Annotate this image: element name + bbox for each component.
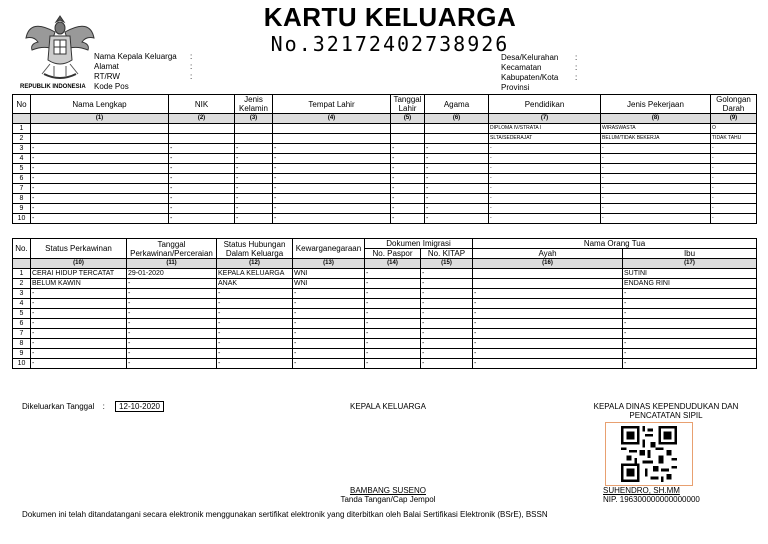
table-cell: - — [391, 194, 425, 204]
table-cell: - — [31, 194, 169, 204]
table-cell: - — [293, 309, 365, 319]
issued-date-block — [22, 402, 164, 411]
col-number: (17) — [623, 259, 757, 269]
table-cell: - — [293, 339, 365, 349]
issued-sep: : — [102, 402, 105, 411]
row-number: 7 — [13, 329, 31, 339]
table-cell: - — [473, 289, 623, 299]
col-header: No — [13, 95, 31, 114]
table-row — [13, 289, 757, 299]
field-alamat: Alamat : — [94, 62, 193, 71]
table-cell: - — [31, 164, 169, 174]
col-header: No. Paspor — [365, 249, 421, 259]
table-cell: - — [623, 299, 757, 309]
table-cell: - — [127, 299, 217, 309]
table-cell: - — [31, 174, 169, 184]
table-cell: - — [489, 204, 601, 214]
table-cell: - — [217, 319, 293, 329]
col-header: Tanggal Perkawinan/Perceraian — [127, 239, 217, 259]
table-cell: - — [273, 184, 391, 194]
table-cell: - — [169, 204, 235, 214]
table-cell: - — [235, 164, 273, 174]
table-cell: - — [217, 309, 293, 319]
col-header: Ibu — [623, 249, 757, 259]
table-cell: - — [31, 349, 127, 359]
table-cell: - — [235, 184, 273, 194]
table-row — [13, 204, 757, 214]
col-header: Status Hubungan Dalam Keluarga — [217, 239, 293, 259]
field-kode-pos: Kode Pos — [94, 82, 129, 91]
table-cell: - — [711, 164, 757, 174]
table-cell: - — [489, 154, 601, 164]
table-cell: - — [31, 184, 169, 194]
table-cell — [473, 269, 623, 279]
table-cell: - — [601, 154, 711, 164]
table-cell: - — [421, 349, 473, 359]
table-cell: - — [711, 214, 757, 224]
table-row — [13, 174, 757, 184]
col-number: (12) — [217, 259, 293, 269]
col-number: (14) — [365, 259, 421, 269]
table-cell: - — [31, 329, 127, 339]
table-cell: - — [293, 359, 365, 369]
table-row — [13, 299, 757, 309]
table-row — [13, 309, 757, 319]
table-cell: - — [425, 204, 489, 214]
table-cell — [31, 134, 169, 144]
table-cell: - — [293, 299, 365, 309]
table-cell: BELUM/TIDAK BEKERJA — [601, 134, 711, 144]
table-cell: - — [473, 319, 623, 329]
table-cell: - — [31, 144, 169, 154]
table-cell: - — [623, 309, 757, 319]
table-cell: - — [293, 319, 365, 329]
col-number: (10) — [31, 259, 127, 269]
table-row — [13, 164, 757, 174]
qr-code-box — [605, 422, 693, 486]
table-cell: - — [31, 309, 127, 319]
table-cell: - — [235, 154, 273, 164]
table-cell: - — [601, 214, 711, 224]
col-number: (4) — [273, 114, 391, 124]
row-number: 9 — [13, 349, 31, 359]
col-number: (13) — [293, 259, 365, 269]
table-cell: - — [31, 204, 169, 214]
col-number: (7) — [489, 114, 601, 124]
table-cell: - — [391, 154, 425, 164]
issued-label: Dikeluarkan Tanggal — [22, 402, 95, 411]
table-cell: - — [489, 164, 601, 174]
col-header: No. KITAP — [421, 249, 473, 259]
table-cell: - — [425, 194, 489, 204]
col-header: Kewarganegaraan — [293, 239, 365, 259]
table-cell — [169, 134, 235, 144]
table-row — [13, 269, 757, 279]
table-cell: - — [601, 164, 711, 174]
table-cell: - — [421, 329, 473, 339]
family-status-table — [12, 238, 757, 369]
row-number: 9 — [13, 204, 31, 214]
table-cell: - — [425, 164, 489, 174]
table-cell: - — [273, 204, 391, 214]
col-number — [13, 114, 31, 124]
table-cell: - — [623, 349, 757, 359]
table-cell: - — [235, 194, 273, 204]
table-cell: - — [425, 214, 489, 224]
row-number: 6 — [13, 174, 31, 184]
table-cell: - — [31, 214, 169, 224]
table-cell: - — [473, 349, 623, 359]
col-header: Nama Lengkap — [31, 95, 169, 114]
table1-column-numbers — [13, 114, 757, 124]
table-cell — [31, 124, 169, 134]
col-header: No. — [13, 239, 31, 259]
official-name: SUHENDRO, SH.MM — [603, 486, 680, 495]
emblem-caption: REPUBLIK INDONESIA — [20, 84, 86, 90]
table-cell: - — [421, 309, 473, 319]
table-cell: TIDAK TAHU — [711, 134, 757, 144]
table-cell: - — [127, 349, 217, 359]
table-cell: SLTA/SEDERAJAT — [489, 134, 601, 144]
table-cell: - — [235, 174, 273, 184]
table-row — [13, 339, 757, 349]
field-kepala-keluarga: Nama Kepala Keluarga : — [94, 52, 193, 61]
table-cell: - — [601, 184, 711, 194]
row-number: 5 — [13, 309, 31, 319]
disclaimer: Dokumen ini telah ditandatangani secara elektronik menggunakan sertifikat elektronik yang diterbitkan oleh Balai Sertifikasi Elektronik (BSrE), BSSN — [22, 510, 548, 519]
col-header: Status Perkawinan — [31, 239, 127, 259]
document-number: No.3217240273892​6 — [270, 32, 510, 56]
row-number: 3 — [13, 289, 31, 299]
table-cell: - — [273, 174, 391, 184]
table-row — [13, 329, 757, 339]
table-cell: - — [623, 289, 757, 299]
table-cell: - — [273, 214, 391, 224]
col-number: (8) — [601, 114, 711, 124]
table-cell: - — [273, 194, 391, 204]
table-cell: - — [127, 319, 217, 329]
table-cell — [273, 124, 391, 134]
table-cell: - — [293, 329, 365, 339]
table-cell: - — [293, 289, 365, 299]
table-cell: - — [473, 299, 623, 309]
table-cell: - — [489, 144, 601, 154]
table-cell: - — [391, 144, 425, 154]
table-cell: - — [169, 184, 235, 194]
table-cell: - — [711, 204, 757, 214]
table-cell: - — [169, 174, 235, 184]
table-cell: - — [489, 184, 601, 194]
table-cell: BELUM KAWIN — [31, 279, 127, 289]
col-number: (9) — [711, 114, 757, 124]
table-cell: - — [127, 339, 217, 349]
row-number: 1 — [13, 124, 31, 134]
row-number: 2 — [13, 279, 31, 289]
table-cell: - — [127, 279, 217, 289]
table-cell: - — [31, 319, 127, 329]
table-cell: WIRASWASTA — [601, 124, 711, 134]
table-cell: - — [169, 214, 235, 224]
table-cell — [235, 134, 273, 144]
table-cell — [473, 279, 623, 289]
head-name: BAMBANG SUSENO — [349, 486, 426, 495]
table-cell: - — [425, 174, 489, 184]
row-number: 8 — [13, 339, 31, 349]
table-cell — [391, 124, 425, 134]
qr-code-icon — [621, 426, 677, 482]
table-cell — [425, 124, 489, 134]
table-cell: KEPALA KELUARGA — [217, 269, 293, 279]
table-row — [13, 134, 757, 144]
table-cell: - — [711, 174, 757, 184]
row-number: 2 — [13, 134, 31, 144]
table-cell: - — [169, 154, 235, 164]
table-cell: WNI — [293, 269, 365, 279]
table-row — [13, 349, 757, 359]
table-cell: DIPLOMA IV/STRATA I — [489, 124, 601, 134]
table-cell — [425, 134, 489, 144]
header-right-fields — [501, 53, 577, 93]
table2-header-row-1 — [13, 239, 757, 249]
table-cell: - — [31, 289, 127, 299]
table-cell: - — [217, 289, 293, 299]
field-rt-rw: RT/RW : — [94, 72, 193, 81]
table-cell: - — [169, 144, 235, 154]
row-number: 8 — [13, 194, 31, 204]
col-header: Tanggal Lahir — [391, 95, 425, 114]
table-cell — [273, 134, 391, 144]
field-kecamatan: Kecamatan : — [501, 63, 578, 72]
table-cell: - — [425, 144, 489, 154]
table-cell: - — [421, 339, 473, 349]
table-cell: - — [217, 349, 293, 359]
table-cell: - — [421, 279, 473, 289]
table-cell: - — [601, 204, 711, 214]
col-number — [13, 259, 31, 269]
document-title: KARTU KELUARGA — [263, 2, 517, 32]
table-row — [13, 214, 757, 224]
row-number: 1 — [13, 269, 31, 279]
table-row — [13, 124, 757, 134]
table-cell: - — [421, 289, 473, 299]
table-cell: - — [391, 174, 425, 184]
table-cell: - — [31, 299, 127, 309]
col-header: Agama — [425, 95, 489, 114]
col-number: (15) — [421, 259, 473, 269]
table-cell: ANAK — [217, 279, 293, 289]
table-cell: - — [365, 359, 421, 369]
table-row — [13, 319, 757, 329]
table-cell: - — [425, 154, 489, 164]
table-cell: - — [365, 339, 421, 349]
field-desa: Desa/Kelurahan : — [501, 53, 578, 62]
table-cell: - — [421, 269, 473, 279]
table-cell: - — [489, 174, 601, 184]
table-cell: - — [391, 184, 425, 194]
col-header: Dokumen Imigrasi — [365, 239, 473, 249]
garuda-emblem-icon — [20, 8, 100, 88]
table-cell: O — [711, 124, 757, 134]
col-header: Jenis Pekerjaan — [601, 95, 711, 114]
field-kabupaten: Kabupaten/Kota : — [501, 73, 578, 82]
table-cell: - — [31, 154, 169, 164]
header-left-fields — [94, 52, 192, 92]
table-cell: - — [711, 154, 757, 164]
table-cell — [169, 124, 235, 134]
table-row — [13, 279, 757, 289]
table-cell: - — [601, 194, 711, 204]
row-number: 10 — [13, 359, 31, 369]
table-cell: - — [623, 339, 757, 349]
table-cell: - — [711, 144, 757, 154]
row-number: 10 — [13, 214, 31, 224]
table-cell: - — [421, 319, 473, 329]
table-cell: - — [623, 329, 757, 339]
table2-column-numbers — [13, 259, 757, 269]
table-cell: - — [127, 329, 217, 339]
table-cell: - — [365, 289, 421, 299]
table-cell: - — [425, 184, 489, 194]
table-row — [13, 184, 757, 194]
head-title: KEPALA KELUARGA — [350, 402, 426, 411]
table-cell: 29-01-2020 — [127, 269, 217, 279]
table-cell: - — [391, 164, 425, 174]
table-cell: - — [473, 329, 623, 339]
table-cell: - — [365, 329, 421, 339]
table-cell: - — [489, 214, 601, 224]
table-cell: - — [365, 299, 421, 309]
table-cell: - — [623, 319, 757, 329]
row-number: 4 — [13, 299, 31, 309]
field-provinsi: Provinsi — [501, 83, 530, 92]
table-cell: - — [273, 154, 391, 164]
table-cell: - — [421, 359, 473, 369]
table-cell: - — [365, 269, 421, 279]
table-cell: - — [421, 299, 473, 309]
col-number: (1) — [31, 114, 169, 124]
row-number: 6 — [13, 319, 31, 329]
table-cell: - — [365, 279, 421, 289]
table-cell: - — [365, 319, 421, 329]
table-cell: - — [217, 359, 293, 369]
col-header: Pendidikan — [489, 95, 601, 114]
col-header: Ayah — [473, 249, 623, 259]
col-header: Tempat Lahir — [273, 95, 391, 114]
table-cell: - — [293, 349, 365, 359]
table-cell: - — [365, 309, 421, 319]
table-cell: - — [473, 359, 623, 369]
table-cell: - — [601, 174, 711, 184]
col-number: (2) — [169, 114, 235, 124]
table-row — [13, 144, 757, 154]
family-members-table — [12, 94, 757, 224]
col-number: (6) — [425, 114, 489, 124]
table-cell: - — [489, 194, 601, 204]
table-cell: - — [391, 204, 425, 214]
table-cell: - — [31, 359, 127, 369]
col-number: (16) — [473, 259, 623, 269]
issued-date: 12-10-2020 — [115, 401, 164, 412]
table-cell: WNI — [293, 279, 365, 289]
table-cell: - — [31, 339, 127, 349]
table-cell — [391, 134, 425, 144]
col-number: (11) — [127, 259, 217, 269]
table-row — [13, 154, 757, 164]
table-cell: SUTINI — [623, 269, 757, 279]
official-nip: NIP. 196300000000000000 — [603, 495, 700, 504]
table-cell: - — [169, 194, 235, 204]
col-header: Jenis Kelamin — [235, 95, 273, 114]
table-cell: - — [235, 204, 273, 214]
table-cell: - — [169, 164, 235, 174]
table-cell: - — [273, 144, 391, 154]
table1-header-row — [13, 95, 757, 114]
row-number: 7 — [13, 184, 31, 194]
table-cell: - — [127, 359, 217, 369]
table-cell: CERAI HIDUP TERCATAT — [31, 269, 127, 279]
col-header: Golongan Darah — [711, 95, 757, 114]
table-row — [13, 359, 757, 369]
table-cell — [235, 124, 273, 134]
official-title: KEPALA DINAS KEPENDUDUKAN DAN PENCATATAN SIPIL — [593, 402, 739, 420]
col-number: (3) — [235, 114, 273, 124]
col-header: Nama Orang Tua — [473, 239, 757, 249]
table-cell: - — [217, 339, 293, 349]
row-number: 4 — [13, 154, 31, 164]
table-row — [13, 194, 757, 204]
table-cell: - — [391, 214, 425, 224]
table-cell: - — [623, 359, 757, 369]
table-cell: - — [127, 289, 217, 299]
table-cell: - — [601, 144, 711, 154]
table-cell: - — [273, 164, 391, 174]
table-cell: ENDANG RINI — [623, 279, 757, 289]
table-cell: - — [235, 144, 273, 154]
table-cell: - — [473, 309, 623, 319]
col-header: NIK — [169, 95, 235, 114]
table-cell: - — [711, 194, 757, 204]
table-cell: - — [473, 339, 623, 349]
row-number: 3 — [13, 144, 31, 154]
table-cell: - — [127, 309, 217, 319]
table-cell: - — [217, 299, 293, 309]
table-cell: - — [235, 214, 273, 224]
row-number: 5 — [13, 164, 31, 174]
head-signature-label: Tanda Tangan/Cap Jempol — [340, 495, 436, 504]
table-cell: - — [365, 349, 421, 359]
table-cell: - — [217, 329, 293, 339]
col-number: (5) — [391, 114, 425, 124]
table-cell: - — [711, 184, 757, 194]
